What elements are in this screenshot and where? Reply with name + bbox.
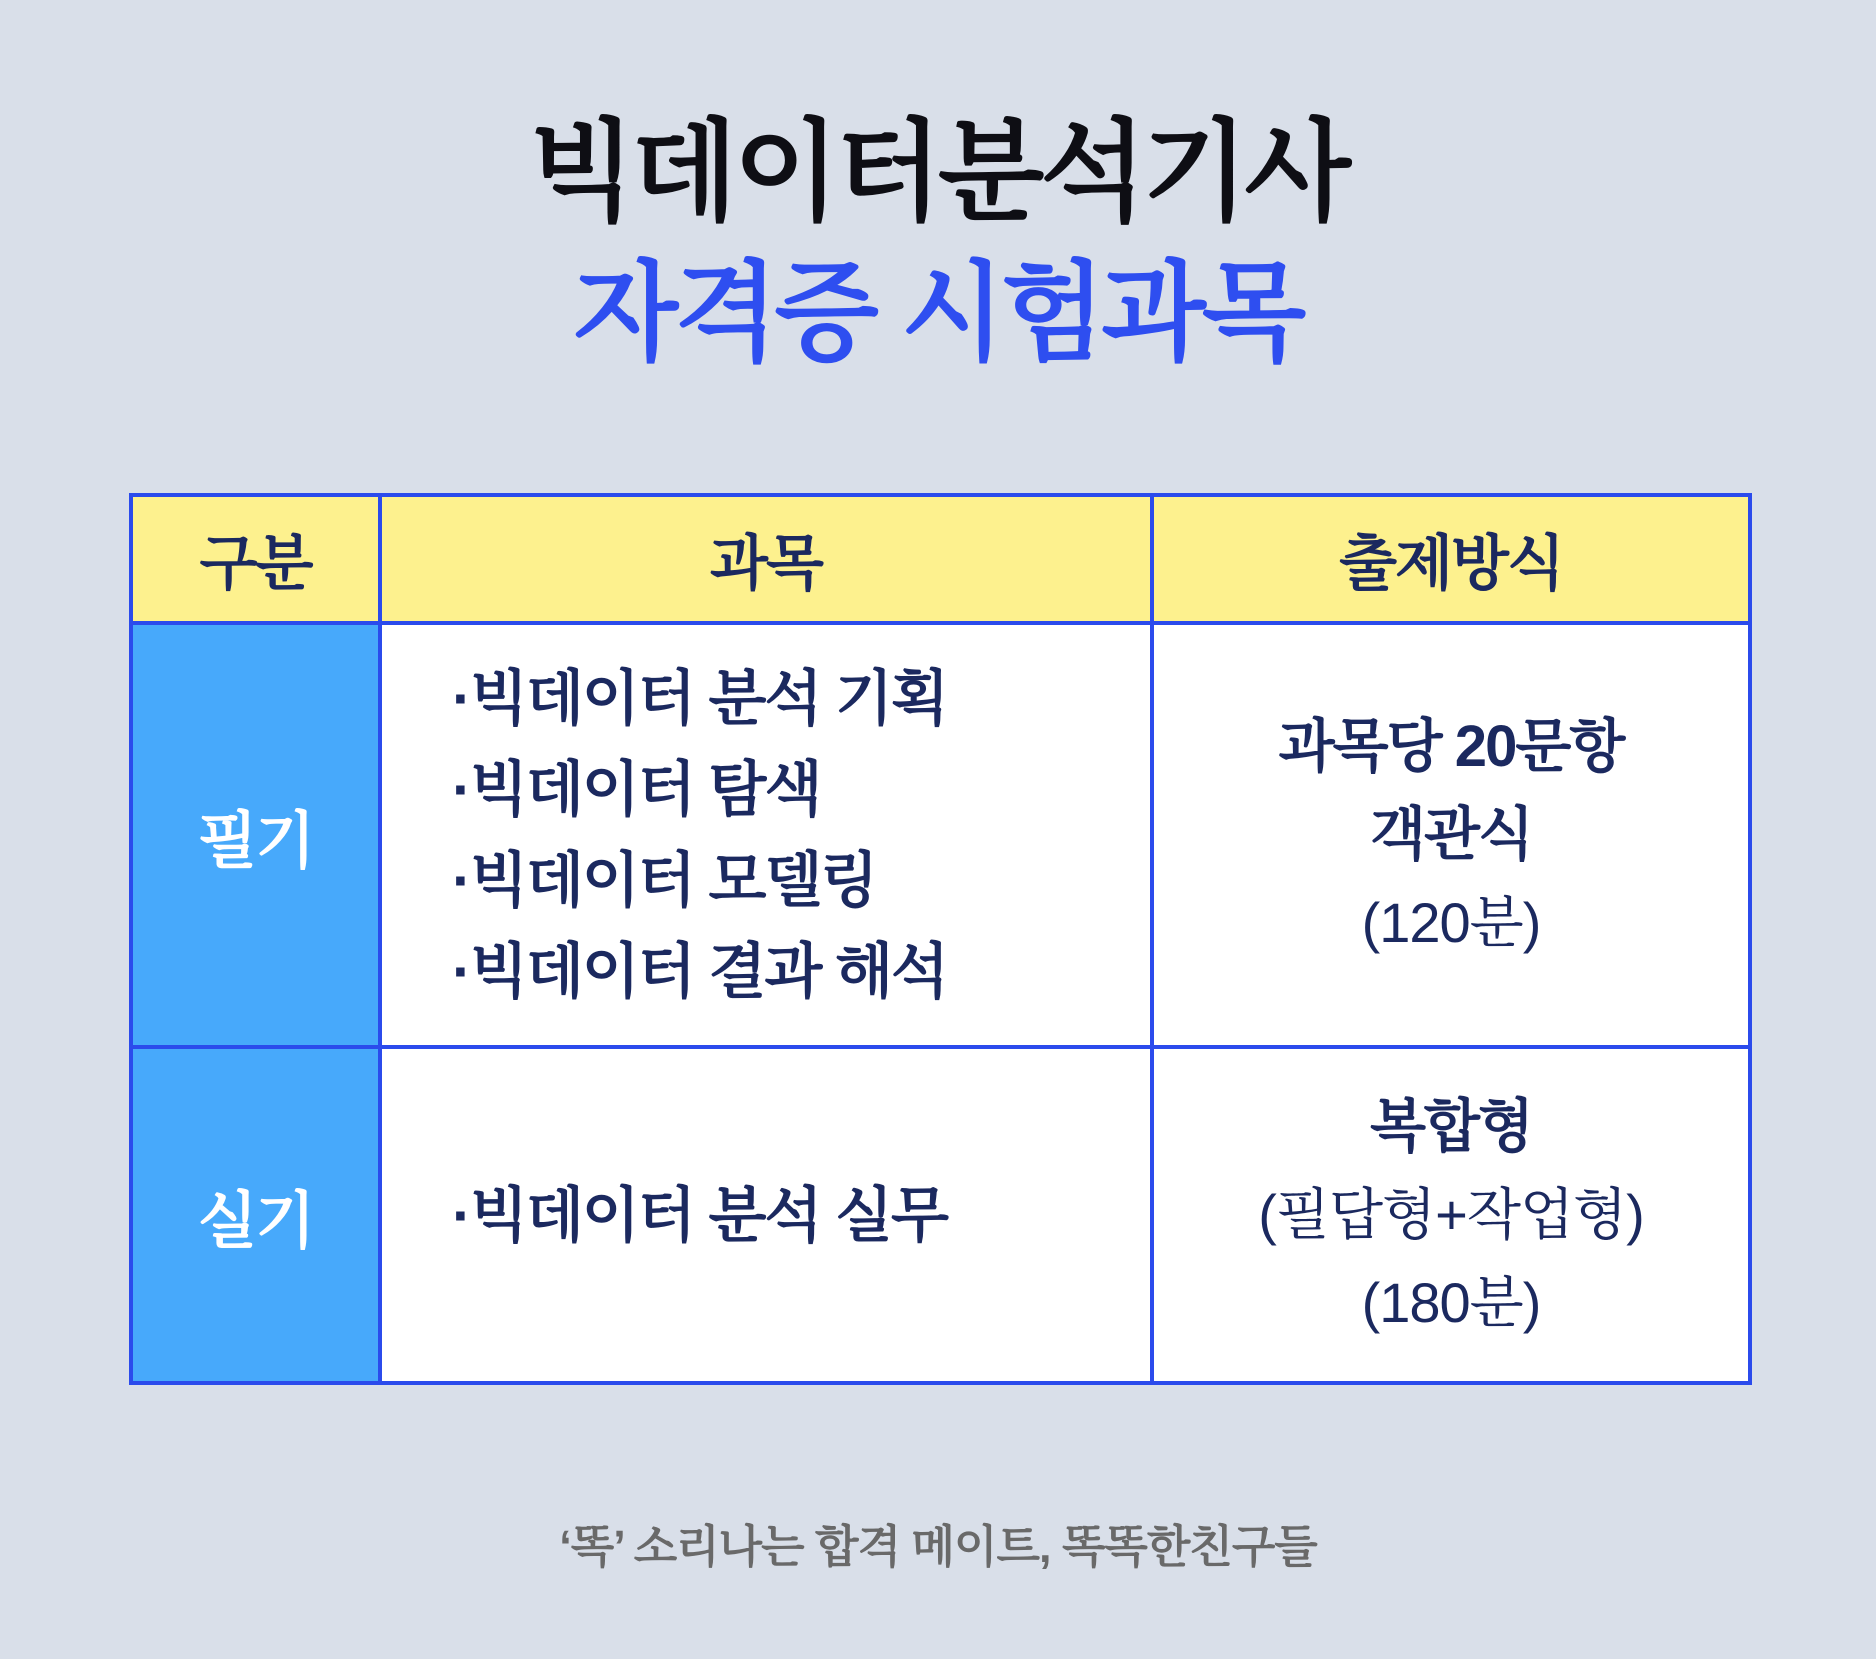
subject-item: ·빅데이터 탐색 [452,756,821,823]
exam-subjects-table [129,493,1752,1385]
written-format-cell [1154,625,1748,1049]
written-subjects-list [452,653,947,1017]
practical-format-cell [1154,1049,1748,1381]
row-label-practical: 실기 [133,1049,382,1381]
format-line: 복합형 [1369,1094,1533,1159]
subject-item: ·빅데이터 분석 실무 [452,1181,947,1249]
row-label-written: 필기 [133,625,382,1049]
page-subtitle: 자격증 시험과목 [573,252,1303,373]
subject-item: ·빅데이터 결과 해석 [452,938,947,1005]
subject-item: ·빅데이터 모델링 [452,847,877,914]
format-line: (120분) [1361,891,1541,954]
column-header-subjects: 과목 [382,497,1154,625]
subject-item: ·빅데이터 분석 기획 [452,665,947,732]
format-line: (필답형+작업형) [1258,1183,1644,1246]
written-subjects-cell [382,625,1154,1049]
column-header-format: 출제방식 [1154,497,1748,625]
practical-subjects-cell [382,1049,1154,1381]
footer-tagline: ‘똑’ 소리나는 합격 메이트, 똑똑한친구들 [559,1521,1317,1572]
page-title: 빅데이터분석기사 [528,111,1348,234]
format-line: 과목당 20문항 [1278,714,1624,779]
format-line: (180분) [1361,1271,1541,1334]
column-header-category: 구분 [133,497,382,625]
format-line: 객관식 [1369,802,1533,867]
practical-subjects-list [452,1170,947,1261]
